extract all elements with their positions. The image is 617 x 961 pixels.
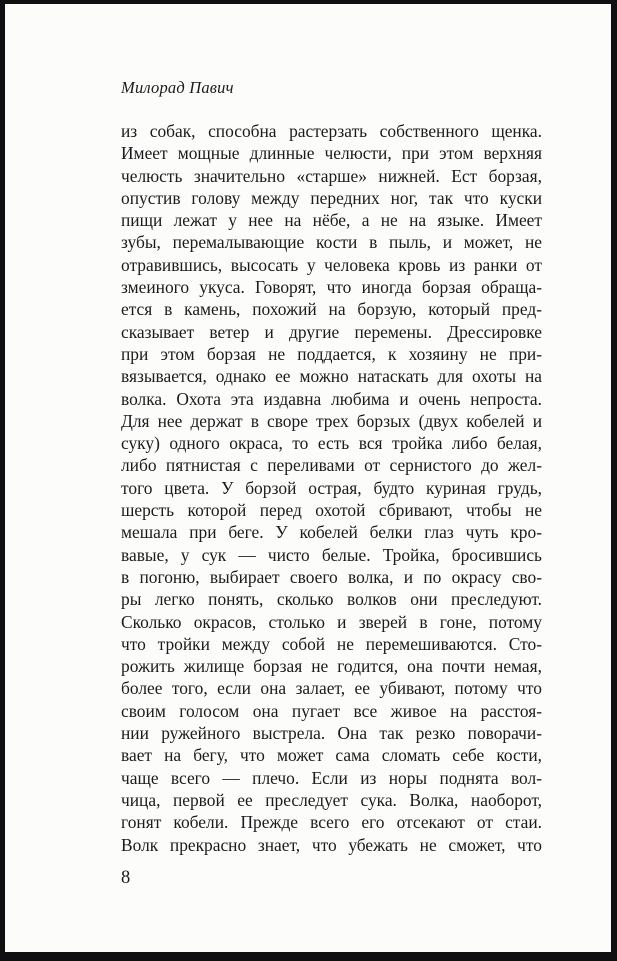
body-text-line: гонят кобели. Прежде всего его отсекают от стаи. xyxy=(121,812,542,833)
body-text-line: из собак, способна растерзать собственного щенка. xyxy=(121,121,542,141)
body-text-line: что тройки между собой не перемешиваются. Сто- xyxy=(121,633,542,654)
body-text-line: в погоню, выбирает своего волка, и по окрасу сво- xyxy=(121,566,542,587)
body-text-line: чаще всего — плечо. Если из норы поднята вол- xyxy=(121,767,542,788)
body-text-line: волка. Охота эта издавна любима и очень непроста. xyxy=(121,388,542,409)
body-text-line: ры легко понять, сколько волков они преследуют. xyxy=(121,589,542,610)
body-text-line: нии ружейного выстрела. Она так резко поворачи- xyxy=(121,723,542,744)
page-body-text xyxy=(121,120,542,856)
body-text-line: отравившись, высосать у человека кровь из ранки от xyxy=(121,254,542,275)
body-text-line: зубы, перемалывающие кости в пыль, и может, не xyxy=(121,232,542,253)
body-text-line: Сколько окрасов, столько и зверей в гоне, потому xyxy=(121,611,542,632)
body-text-line: либо пятнистая с переливами от сернистого до жел- xyxy=(121,455,542,476)
book-page xyxy=(5,4,611,952)
body-text-line: опустив голову между передних ног, так что куски xyxy=(121,187,542,208)
body-text-line: Имеет мощные длинные челюсти, при этом верхняя xyxy=(121,143,542,164)
body-text-line: более того, если она залает, ее убивают, потому что xyxy=(121,678,542,699)
body-text-line: того цвета. У борзой острая, будто куриная грудь, xyxy=(121,477,542,498)
body-text-line: своим голосом она пугает все живое на расстоя- xyxy=(121,700,542,721)
body-text-line: ется в камень, похожий на борзую, который пред- xyxy=(121,299,542,320)
page-number: 8 xyxy=(121,868,131,888)
body-text-line: пищи лежат у нее на нёбе, а не на языке. Имеет xyxy=(121,210,542,231)
body-text-line: шерсть которой перед охотой сбривают, чтобы не xyxy=(121,500,542,521)
body-text-line: змеиного укуса. Говорят, что иногда борзая обраща- xyxy=(121,277,542,298)
body-text-line: рожить жилище борзая не годится, она почти немая, xyxy=(121,656,542,677)
body-text-line: вает на бегу, что может сама сломать себе кости, xyxy=(121,745,542,766)
body-text-line: вавые, у сук — чисто белые. Тройка, бросившись xyxy=(121,544,542,565)
body-text-line: мешала при беге. У кобелей белки глаз чуть кро- xyxy=(121,522,542,543)
body-text-line: суку) одного окраса, то есть вся тройка либо белая, xyxy=(121,433,542,454)
running-header-author: Милорад Павич xyxy=(121,78,234,97)
body-text-line: Для нее держат в своре трех борзых (двух кобелей и xyxy=(121,410,542,431)
body-text-line: чица, первой ее преследует сука. Волка, наоборот, xyxy=(121,789,542,810)
body-text-line: Волк прекрасно знает, что убежать не сможет, что xyxy=(121,834,542,855)
body-text-line: челюсть значительно «старше» нижней. Ест борзая, xyxy=(121,165,542,186)
body-text-line: вязывается, однако ее можно натаскать для охоты на xyxy=(121,366,542,387)
body-text-line: сказывает ветер и другие перемены. Дрессировке xyxy=(121,321,542,342)
body-text-line: при этом борзая не поддается, к хозяину не при- xyxy=(121,343,542,364)
